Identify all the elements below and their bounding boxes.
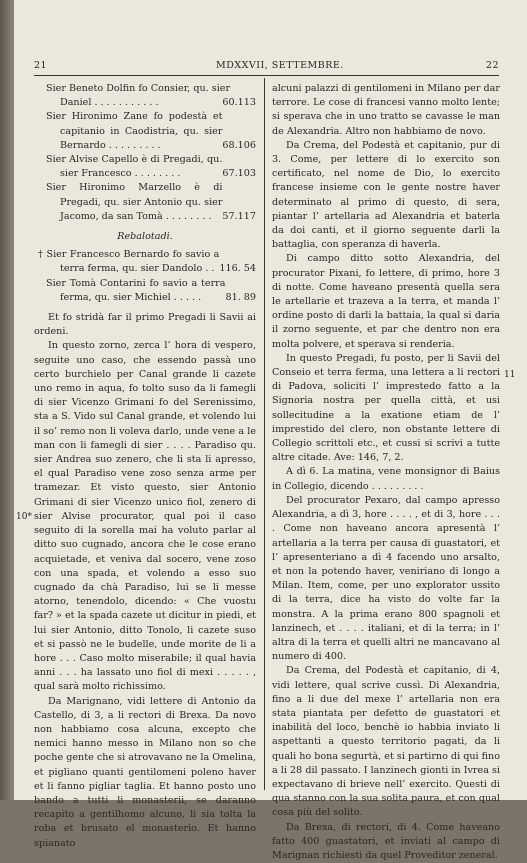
vote-entry [34, 153, 256, 181]
right-page-number: 22 [485, 60, 499, 71]
book-page [14, 0, 527, 861]
paragraph: Da Crema, del Podestà et capitanio, pur di 3. Come, per lettere di lo exercito son certificato, nel nome de Dio, lo exercito francese insieme con le gente nostre haver determinato al primo di questo, di sera, piantar l’ artellaria ad Alexandria et baterla da doi canti, et il giorno seguente darli la battaglia, con speranza di haverla. [272, 139, 500, 251]
entry-text: Sier Alvise Capello è di Pregadi, qu. sier Francesco . . . . . . . . [46, 154, 223, 180]
vote-entry [34, 277, 256, 305]
vote-count: 57.117 [222, 210, 256, 222]
vote-count: 60.113 [222, 97, 256, 109]
left-column [34, 82, 256, 851]
vote-count: 68.106 [222, 139, 256, 151]
section-heading: Rebalotadi. [117, 231, 173, 243]
vote-entry [34, 248, 256, 276]
column-divider [264, 78, 265, 790]
left-margin-number: 10* [16, 512, 32, 522]
paragraph: Da Brexa, di rectori, di 4. Come haveano fatto 400 guastatori, et inviati al campo di Marignan richiesti da quel Proveditor zeneral. [272, 821, 500, 861]
entry-text: Sier Hironimo Zane fo podestà et capitanio in Caodistria, qu. sier Bernardo . . . . . . . . . [46, 111, 223, 151]
paragraph: In questo zorno, zerca l’ hora di vespero, seguite uno caso, che essendo passà uno certo burchielo per Canal grande li cazete uno remo in aqua, fo tolto suso da li famegli di sier Vicenzo Grimani fo del Serenissimo, sta a S. Vido sul Canal grande, et volendo lui il so’ remo non li voleva darlo, unde vene a le man con li famegli di sier . . . . Paradiso qu. sier Andrea suo zenero, che li sta li apresso, el qual Paradiso vene zoso senza arme per tramezar. Et visto questo, sier Antonio Grimani di sier Vicenzo unico fiol, zenero di sier Alvise procurator, qual poi il caso seguito di la sorella mai ha voluto parlar al ditto suo cugnado, ancora che le cose erano acquietade, et veniva dal socero, vene zoso con una spada, et volendo a esso suo cugnado da chà Paradiso, lui se li messe atorno, tenendolo, dicendo: « Che vuostu far? » et la spada cazete ut dicitur in piedi, et lui sier Antonio, ditto Tonolo, li cazete suso et si passò ne le budelle, unde morite de li a hore . . . Caso molto miserabile; il qual havia anni . . . ha lassato uno fiol di mexi . . . . . , qual sarà molto richissimo. [34, 340, 256, 693]
entry-text: Daniel . . . . . . . . . . . [60, 97, 159, 109]
paragraph: Da Marignano, vidi lettere di Antonio da Castello, di 3, a li rectori di Brexa. Da novo non habbiamo cosa alcuna, excepto che nemici hanno messo in Milano non so che poche gente che si atrovavano ne la Omelina, et pigliano quanti gentilomeni poleno haver et li fanno pigliar taglia. Et hanno posto uno bando a tutti li monasterii, se daranno recapito a gentilhomo alcuno, li sia tolta la roba et brusato el monasterio. Et hanno spianato [34, 695, 256, 849]
vote-entry [34, 181, 256, 224]
entry-text: † Sier Francesco Bernardo fo savio a terra ferma, qu. sier Dandolo . . [38, 249, 220, 275]
paragraph: alcuni palazzi di gentilomeni in Milano per dar terrore. Le cose di francesi vanno molto lente; si sperava che in uno tratto se cavasse le man de Alexandria. Altro non habbiamo de novo. [272, 83, 500, 137]
paragraph: A dì 6. La matina, vene monsignor di Baius in Collegio, dicendo . . . . . . . . . [272, 466, 500, 492]
paragraph: Di campo ditto sotto Alexandria, del procurator Pixani, fo lettere, di primo, hore 3 di notte. Come haveano presentà quella sera le artellarie et trazeva a la terra, et manda l’ ordine posto di darli la battaia, la qual si daria il zorno seguente, et par che dentro non era molta polvere, et sperava si renderia. [272, 253, 500, 350]
vote-count: 116. 54 [219, 263, 256, 275]
paragraph: Et fo stridà far il primo Pregadi li Savii ai ordeni. [34, 312, 256, 338]
right-column [272, 82, 500, 863]
running-title: MDXXVII, SETTEMBRE. [216, 60, 344, 71]
paragraph: Da Crema, del Podestà et capitanio, di 4, vidi lettere, qual scrive cussì. Di Alexandria, fino a li due del mexe l’ artellaria non era stata piantata per defetto de guastatori et inabilità del loco, benchè io habbia inviato li aspettanti a questo territorio pagati, da li quali ho bona segurtà, et si partirno di qui fino a li 28 dil passato. I lanzinech gionti in Ivrea si expectavano di brieve nell’ exercito. Questi di qua stanno con la sua solita paura, et con qual cosa più del solito. [272, 665, 500, 819]
left-page-number: 21 [34, 60, 48, 71]
entry-text: Sier Hironimo Marzello è di Pregadi, qu. sier Antonio qu. sier Jacomo, da san Tomà . . . . . . . . [46, 182, 223, 222]
vote-entry [34, 110, 256, 153]
vote-entry [34, 96, 256, 110]
paragraph: Del procurator Pexaro, dal campo apresso Alexandria, a dì 3, hore . . . . , et di 3, hore . . . . Come non haveano ancora apresentà l’ artellaria a la terra per causa di guastatori, et l’ apresenteriano a dì 4 facendo uno arsalto, et non la potendo haver, veniriano di longo a Milan. Item, come, per uno explorator ussito di la terra, dice ha visto do volte far la monstra. A la prima erano 800 spagnoli et lanzinech, et . . . . italiani, et di la terra; in l’ altra di la terra et quelli altri ne mancavano al numero di 400. [272, 494, 500, 663]
right-margin-number: 11 [504, 370, 516, 380]
header-rule [34, 75, 499, 76]
page-gutter-shadow [0, 0, 14, 800]
paragraph: In questo Pregadi, fu posto, per li Savii del Conseio et terra ferma, una lettera a li rectori di Padova, soliciti l’ imprestedo fatto a la Signoria nostra per quella città, et usi sollecitudine a la exatione etiam de l’ imprestido del clero, non obstante lettere di Collegio scrittoli etc., et cussi si scrivi a tutte altre citade. Ave: 146, 7, 2. [272, 352, 500, 464]
vote-count: 81. 89 [225, 291, 256, 303]
entry-line: Sier Beneto Dolfin fo Consier, qu. sier [46, 83, 231, 94]
entry-text: Sier Tomà Contarini fo savio a terra ferma, qu. sier Michiel . . . . . [46, 277, 226, 303]
vote-count: 67.103 [222, 168, 256, 180]
page-header [34, 60, 499, 74]
